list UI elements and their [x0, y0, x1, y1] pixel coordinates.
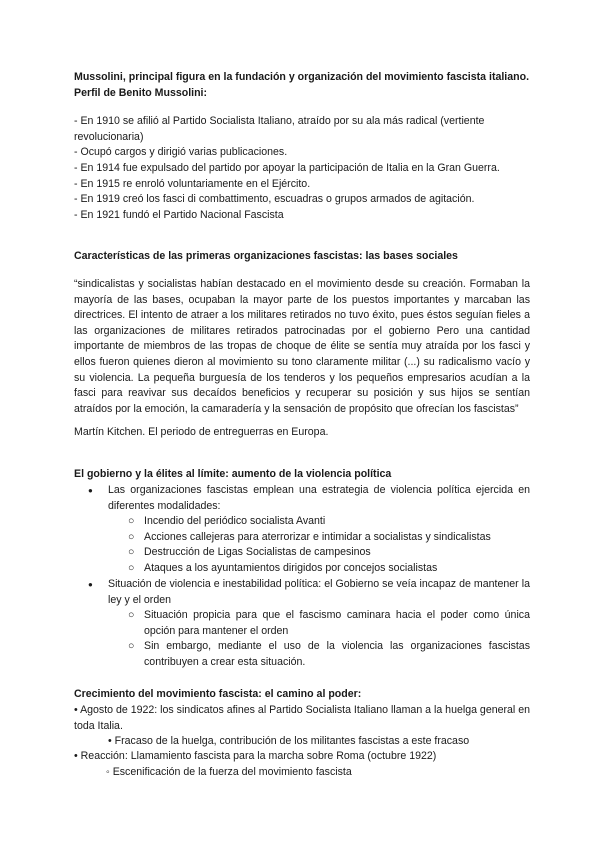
- quote-source: Martín Kitchen. El periodo de entreguerras en Europa.: [74, 426, 329, 438]
- list-item: - En 1921 fundó el Partido Nacional Fascista: [74, 209, 284, 221]
- circle-bullet-icon: ○: [128, 546, 135, 558]
- list-item: - En 1919 creó los fasci di combattimento, escuadras o grupos armados de agitación.: [74, 193, 475, 205]
- sub-bullet-item: ○ Destrucción de Ligas Socialistas de campesinos: [128, 545, 530, 561]
- sub-list-item: ◦ Escenificación de la fuerza del movimiento fascista: [106, 766, 352, 778]
- sub-bullet-item: ○ Situación propicia para que el fascismo caminara hacia el poder como única opción para mantener el orden: [128, 609, 530, 637]
- circle-bullet-icon: ○: [128, 515, 135, 527]
- circle-bullet-icon: ○: [128, 531, 135, 543]
- sub-bullet-item: ○ Acciones callejeras para aterrorizar e intimidar a socialistas y sindicalistas: [128, 530, 530, 546]
- list-item: - En 1910 se afilió al Partido Socialista Italiano, atraído por su ala más radical (vertiente revolucionaria): [74, 115, 485, 143]
- bullet-item: ● Las organizaciones fascistas emplean una estrategia de violencia política ejercida en diferentes modalidades:: [88, 484, 530, 512]
- list-item: • Agosto de 1922: los sindicatos afines al Partido Socialista Italiano llaman a la huelga general en toda Italia.: [74, 704, 531, 732]
- sub-list-item: • Fracaso de la huelga, contribución de los militantes fascistas a este fracaso: [108, 735, 470, 747]
- circle-bullet-icon: ○: [128, 640, 135, 652]
- bullet-item: ● Situación de violencia e inestabilidad política: el Gobierno se veía incapaz de mantener la ley y el orden: [88, 578, 530, 606]
- sub-bullet-item: ○ Incendio del periódico socialista Avanti: [128, 514, 530, 530]
- list-item: • Reacción: Llamamiento fascista para la marcha sobre Roma (octubre 1922): [74, 750, 437, 762]
- list-item: - En 1915 re enroló voluntariamente en el Ejército.: [74, 178, 311, 190]
- sub-bullet-item: ○ Ataques a los ayuntamientos dirigidos por concejos socialistas: [128, 561, 530, 577]
- list-item: - Ocupó cargos y dirigió varias publicaciones.: [74, 146, 288, 158]
- section-heading-mussolini: Mussolini, principal figura en la fundación y organización del movimiento fascista italiano. Perfil de Benito Mussolini:: [74, 71, 530, 99]
- sub-bullet-item: ○ Sin embargo, mediante el uso de la violencia las organizaciones fascistas contribuyen a crear esta situación.: [128, 640, 530, 668]
- quote-paragraph: “sindicalistas y socialistas habían destacado en el movimiento desde su creación. Formaban la mayoría de las bases, ocupaban la mayor parte de los puestos importantes y marcaban las directrices. El intento de atraer a los militares retirados no tuvo éxito, pues éstos seguían fieles a las organizaciones de militares retirados patrocinadas por el gobierno Pero una cantidad importante de miembros de las tropas de choque de élite se sentía muy atraída por los fasci y ellos fueron quienes dieron al movimiento su tono claramente militar (...) su radicalismo vacío y su violencia. La pequeña burguesía de los tenderos y los pequeños empresarios acudían a la fasci para reavivar sus decaídos beneficios y recuperar su posición y sus hijos se sentían atraídos por la emoción, la camaradería y la sensación de propósito que ofrecían los fascistas”: [74, 278, 530, 415]
- circle-bullet-icon: ○: [128, 609, 135, 621]
- section-heading-violencia: El gobierno y la élites al límite: aumento de la violencia política: [74, 468, 392, 480]
- list-item: - En 1914 fue expulsado del partido por apoyar la participación de Italia en la Gran Guerra.: [74, 162, 500, 174]
- disc-bullet-icon: ●: [88, 486, 93, 495]
- disc-bullet-icon: ●: [88, 580, 93, 589]
- circle-bullet-icon: ○: [128, 562, 135, 574]
- section-heading-bases-sociales: Características de las primeras organizaciones fascistas: las bases sociales: [74, 250, 458, 262]
- section-heading-camino-poder: Crecimiento del movimiento fascista: el camino al poder:: [74, 688, 362, 700]
